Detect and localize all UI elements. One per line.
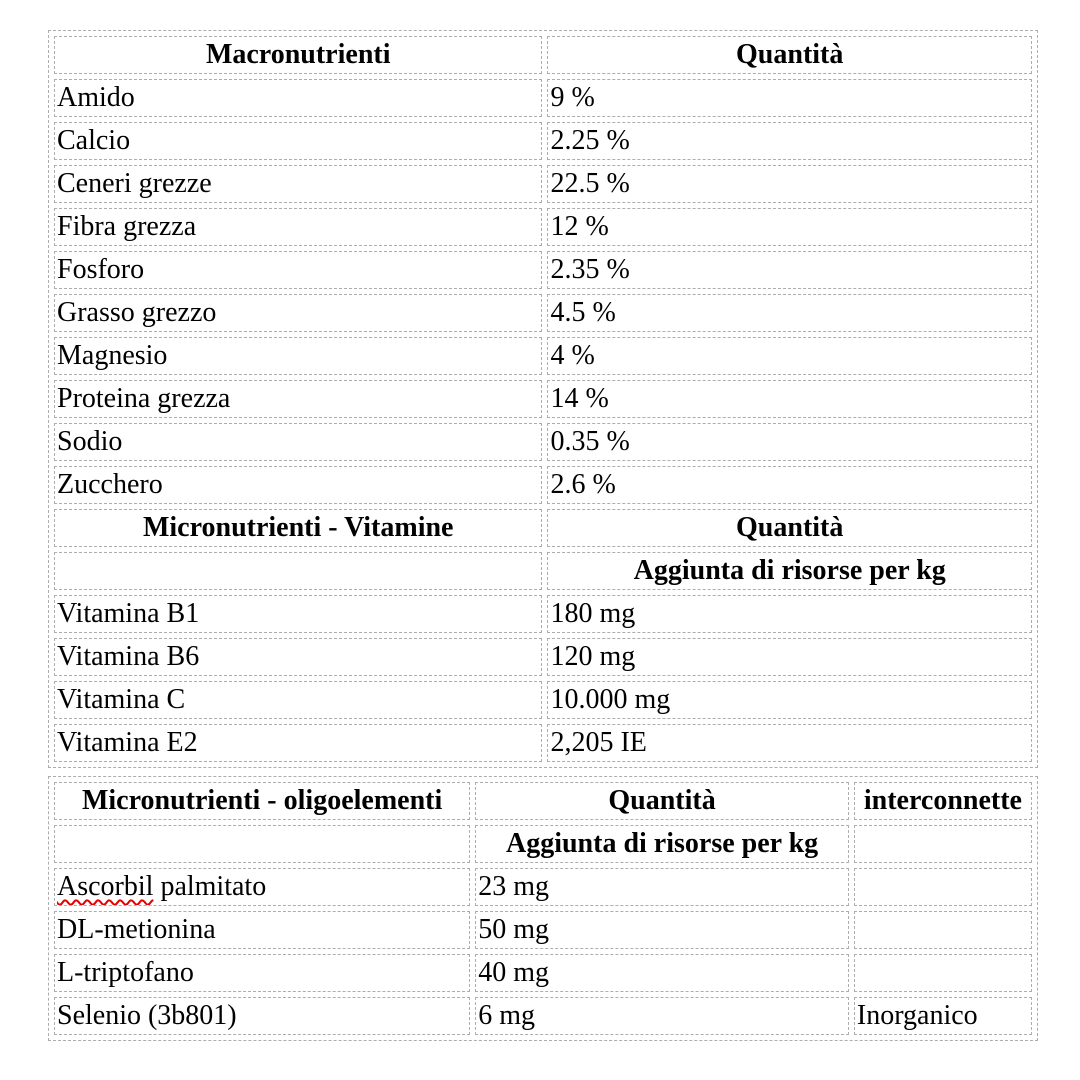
nutrient-name: Magnesio — [54, 337, 542, 375]
table-row — [54, 466, 1032, 504]
nutrient-name-rest: palmitato — [153, 871, 267, 902]
nutrient-name: Proteina grezza — [54, 380, 542, 418]
nutrient-value: 2.6 % — [547, 466, 1032, 504]
nutrient-name: Vitamina B1 — [54, 595, 542, 633]
table-row — [54, 122, 1032, 160]
oligo-subheader: Aggiunta di risorse per kg — [475, 825, 849, 863]
oligo-subheader-row — [54, 825, 1032, 863]
vitamins-header-quantity: Quantità — [547, 509, 1032, 547]
nutrient-name: Fosforo — [54, 251, 542, 289]
nutrient-value: 0.35 % — [547, 423, 1032, 461]
vitamins-header-label: Micronutrienti - Vitamine — [54, 509, 542, 547]
nutrient-value: 9 % — [547, 79, 1032, 117]
nutrient-name: Zucchero — [54, 466, 542, 504]
macronutrients-vitamins-table — [48, 30, 1038, 768]
table-row — [54, 79, 1032, 117]
macro-header-row — [54, 36, 1032, 74]
empty-cell — [54, 825, 470, 863]
nutrient-name: Selenio (3b801) — [54, 997, 470, 1035]
nutrient-name: Calcio — [54, 122, 542, 160]
nutrient-value: 2.35 % — [547, 251, 1032, 289]
nutrient-value: 10.000 mg — [547, 681, 1032, 719]
oligo-header-interconnected: interconnette — [854, 782, 1032, 820]
nutrient-name: Grasso grezzo — [54, 294, 542, 332]
nutrient-value: 12 % — [547, 208, 1032, 246]
nutrient-value: 22.5 % — [547, 165, 1032, 203]
table-row — [54, 997, 1032, 1035]
nutrient-name: DL-metionina — [54, 911, 470, 949]
nutrient-value: 2.25 % — [547, 122, 1032, 160]
nutrient-name: Sodio — [54, 423, 542, 461]
nutrient-name — [54, 868, 470, 906]
nutrient-name: Vitamina E2 — [54, 724, 542, 762]
oligo-header-row — [54, 782, 1032, 820]
nutrient-value: 6 mg — [475, 997, 849, 1035]
table-row — [54, 423, 1032, 461]
nutrient-name: Vitamina C — [54, 681, 542, 719]
nutrient-value: 14 % — [547, 380, 1032, 418]
nutrient-name: Ceneri grezze — [54, 165, 542, 203]
nutrient-value: 120 mg — [547, 638, 1032, 676]
nutrient-value: 180 mg — [547, 595, 1032, 633]
note-cell — [854, 954, 1032, 992]
table-row — [54, 294, 1032, 332]
nutrient-value: 50 mg — [475, 911, 849, 949]
empty-cell — [854, 825, 1032, 863]
macro-header-label: Macronutrienti — [54, 36, 542, 74]
vitamins-header-row — [54, 509, 1032, 547]
table-row — [54, 954, 1032, 992]
oligo-header-quantity: Quantità — [475, 782, 849, 820]
table-row — [54, 251, 1032, 289]
nutrient-value: 23 mg — [475, 868, 849, 906]
table-row — [54, 380, 1032, 418]
table-row — [54, 681, 1032, 719]
nutrient-value: 40 mg — [475, 954, 849, 992]
vitamins-subheader-row — [54, 552, 1032, 590]
table-row — [54, 165, 1032, 203]
nutrient-value: 2,205 IE — [547, 724, 1032, 762]
table-row — [54, 208, 1032, 246]
misspelled-word: Ascorbil — [57, 871, 154, 902]
nutrient-value: 4.5 % — [547, 294, 1032, 332]
nutrient-name: Fibra grezza — [54, 208, 542, 246]
table-row — [54, 638, 1032, 676]
table-row — [54, 911, 1032, 949]
table-row — [54, 868, 1032, 906]
vitamins-subheader: Aggiunta di risorse per kg — [547, 552, 1032, 590]
note-cell: Inorganico — [854, 997, 1032, 1035]
oligo-header-label: Micronutrienti - oligoelementi — [54, 782, 470, 820]
empty-cell — [54, 552, 542, 590]
nutrient-name: L-triptofano — [54, 954, 470, 992]
macro-header-quantity: Quantità — [547, 36, 1032, 74]
table-row — [54, 595, 1032, 633]
nutrient-value: 4 % — [547, 337, 1032, 375]
table-row — [54, 724, 1032, 762]
nutrient-name: Vitamina B6 — [54, 638, 542, 676]
table-row — [54, 337, 1032, 375]
oligoelements-table — [48, 776, 1038, 1041]
note-cell — [854, 911, 1032, 949]
nutrient-name: Amido — [54, 79, 542, 117]
note-cell — [854, 868, 1032, 906]
